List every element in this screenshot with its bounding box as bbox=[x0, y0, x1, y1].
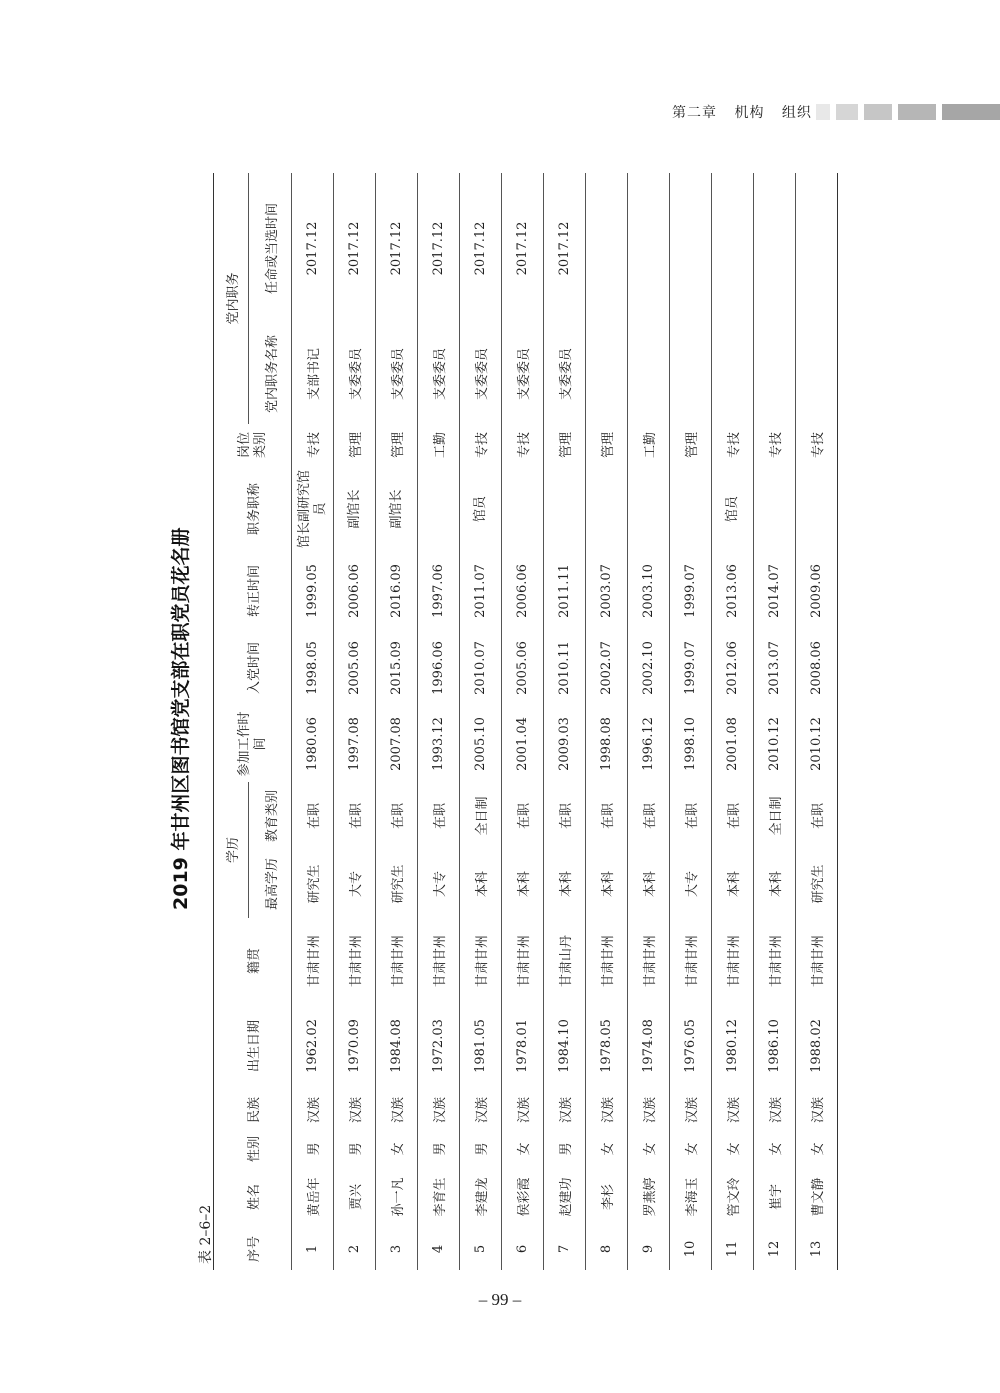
cell-appointment-time bbox=[754, 173, 796, 324]
cell-gender: 女 bbox=[811, 1142, 826, 1156]
cell-job-title bbox=[544, 466, 586, 552]
table-row bbox=[754, 173, 796, 1270]
header-job-title: 职务职称 bbox=[247, 482, 262, 535]
cell-work-start: 1996.12 bbox=[641, 717, 656, 771]
cell-appointment-time bbox=[712, 173, 754, 324]
cell-join-party: 2012.06 bbox=[725, 641, 740, 695]
cell-job-title: 副馆长 bbox=[346, 489, 362, 529]
cell-native-place: 甘肃甘州 bbox=[643, 935, 658, 988]
cell-party-position bbox=[754, 324, 796, 424]
cell-work-start: 2007.08 bbox=[389, 717, 404, 771]
table-row bbox=[712, 173, 754, 1270]
cell-ethnicity: 汉族 bbox=[685, 1097, 700, 1124]
cell-join-party: 2010.07 bbox=[473, 641, 488, 695]
cell-education-type: 在职 bbox=[349, 802, 364, 829]
cell-highest-education: 大专 bbox=[349, 871, 364, 898]
cell-native-place: 甘肃甘州 bbox=[391, 935, 406, 988]
cell-education-type: 在职 bbox=[391, 802, 406, 829]
table-row bbox=[334, 173, 376, 1270]
cell-ethnicity: 汉族 bbox=[349, 1097, 364, 1124]
cell-full-member: 1997.06 bbox=[431, 564, 446, 618]
table-row bbox=[502, 173, 544, 1270]
cell-job-title bbox=[502, 466, 544, 552]
header-ethnicity: 民族 bbox=[247, 1097, 262, 1124]
cell-post-category: 管理 bbox=[349, 431, 364, 458]
cell-full-member: 2016.09 bbox=[389, 564, 404, 618]
cell-appointment-time: 2017.12 bbox=[389, 221, 404, 276]
cell-highest-education: 本科 bbox=[769, 871, 784, 898]
cell-highest-education: 本科 bbox=[727, 871, 742, 898]
cell-post-category: 专技 bbox=[475, 431, 490, 458]
cell-highest-education: 大专 bbox=[685, 871, 700, 898]
cell-join-party: 2002.07 bbox=[599, 641, 614, 695]
cell-gender: 女 bbox=[517, 1142, 532, 1156]
cell-ethnicity: 汉族 bbox=[811, 1097, 826, 1124]
cell-name: 李海玉 bbox=[685, 1177, 700, 1217]
cell-join-party: 2005.06 bbox=[347, 641, 362, 695]
cell-work-start: 2009.03 bbox=[557, 717, 572, 771]
cell-gender: 男 bbox=[433, 1142, 448, 1156]
rotated-table-page bbox=[166, 180, 866, 1280]
cell-job-title bbox=[418, 466, 460, 552]
cell-name: 黄岳年 bbox=[307, 1177, 322, 1217]
cell-appointment-time: 2017.12 bbox=[347, 221, 362, 276]
cell-gender: 男 bbox=[307, 1142, 322, 1156]
cell-name: 崔宇 bbox=[769, 1184, 784, 1211]
cell-native-place: 甘肃甘州 bbox=[811, 935, 826, 988]
cell-appointment-time bbox=[628, 173, 670, 324]
header-name: 姓名 bbox=[247, 1184, 262, 1211]
cell-job-title: 副馆长 bbox=[388, 489, 404, 529]
header-decor-square bbox=[898, 104, 936, 120]
party-member-roster-table bbox=[213, 173, 838, 1270]
cell-highest-education: 本科 bbox=[517, 871, 532, 898]
cell-party-position bbox=[586, 324, 628, 424]
cell-appointment-time: 2017.12 bbox=[431, 221, 446, 276]
cell-birth-date: 1972.03 bbox=[431, 1019, 446, 1073]
cell-name: 李杉 bbox=[601, 1184, 616, 1211]
cell-join-party: 2008.06 bbox=[809, 641, 824, 695]
cell-ethnicity: 汉族 bbox=[391, 1097, 406, 1124]
page-number: – 99 – bbox=[478, 1290, 522, 1309]
cell-full-member: 2011.07 bbox=[473, 564, 488, 618]
cell-job-title: 馆长副研究馆员 bbox=[296, 469, 328, 548]
cell-party-position: 支委委员 bbox=[391, 347, 406, 400]
cell-full-member: 2009.06 bbox=[809, 564, 824, 618]
cell-ethnicity: 汉族 bbox=[643, 1097, 658, 1124]
cell-gender: 男 bbox=[475, 1142, 490, 1156]
cell-job-title bbox=[754, 466, 796, 552]
cell-party-position: 支委委员 bbox=[517, 347, 532, 400]
cell-appointment-time: 2017.12 bbox=[473, 221, 488, 276]
cell-party-position: 支委委员 bbox=[475, 347, 490, 400]
header-education-group: 学历 bbox=[225, 836, 241, 863]
table-row bbox=[796, 173, 838, 1270]
roster-body bbox=[292, 173, 838, 1270]
cell-education-type: 全日制 bbox=[475, 796, 490, 836]
cell-work-start: 1980.06 bbox=[305, 717, 320, 771]
cell-gender: 女 bbox=[601, 1142, 616, 1156]
cell-appointment-time: 2017.12 bbox=[515, 221, 530, 276]
cell-gender: 女 bbox=[391, 1142, 406, 1156]
cell-ethnicity: 汉族 bbox=[601, 1097, 616, 1124]
cell-native-place: 甘肃甘州 bbox=[769, 935, 784, 988]
cell-name: 贾兴 bbox=[349, 1184, 364, 1211]
cell-seq: 9 bbox=[641, 1244, 656, 1254]
cell-birth-date: 1984.10 bbox=[557, 1019, 572, 1073]
cell-gender: 女 bbox=[643, 1142, 658, 1156]
cell-full-member: 2006.06 bbox=[347, 564, 362, 618]
cell-join-party: 2013.07 bbox=[767, 641, 782, 695]
cell-ethnicity: 汉族 bbox=[517, 1097, 532, 1124]
cell-post-category: 管理 bbox=[559, 431, 574, 458]
cell-party-position: 支部书记 bbox=[307, 347, 322, 400]
cell-party-position: 支委委员 bbox=[349, 347, 364, 400]
cell-full-member: 2013.06 bbox=[725, 564, 740, 618]
cell-birth-date: 1984.08 bbox=[389, 1019, 404, 1073]
cell-join-party: 2005.06 bbox=[515, 641, 530, 695]
cell-post-category: 专技 bbox=[811, 431, 826, 458]
section-label-2: 组织 bbox=[781, 105, 812, 121]
header-decor-bar bbox=[942, 104, 1000, 120]
cell-full-member: 2003.10 bbox=[641, 564, 656, 618]
running-header bbox=[672, 102, 824, 122]
cell-birth-date: 1976.05 bbox=[683, 1019, 698, 1073]
header-seq: 序号 bbox=[247, 1236, 262, 1263]
cell-birth-date: 1974.08 bbox=[641, 1019, 656, 1073]
cell-native-place: 甘肃甘州 bbox=[433, 935, 448, 988]
cell-ethnicity: 汉族 bbox=[433, 1097, 448, 1124]
cell-job-title: 馆员 bbox=[472, 495, 488, 522]
cell-native-place: 甘肃山丹 bbox=[559, 935, 574, 988]
cell-ethnicity: 汉族 bbox=[307, 1097, 322, 1124]
cell-seq: 2 bbox=[347, 1244, 362, 1254]
cell-party-position bbox=[628, 324, 670, 424]
table-row bbox=[586, 173, 628, 1270]
cell-seq: 7 bbox=[557, 1244, 572, 1254]
cell-work-start: 1998.10 bbox=[683, 717, 698, 771]
cell-post-category: 工勤 bbox=[643, 431, 658, 458]
cell-seq: 5 bbox=[473, 1244, 488, 1254]
cell-appointment-time bbox=[586, 173, 628, 324]
cell-full-member: 2011.11 bbox=[557, 564, 572, 618]
cell-join-party: 1998.05 bbox=[305, 641, 320, 695]
table-row bbox=[418, 173, 460, 1270]
cell-full-member: 2003.07 bbox=[599, 564, 614, 618]
cell-education-type: 在职 bbox=[307, 802, 322, 829]
cell-seq: 6 bbox=[515, 1244, 530, 1254]
cell-birth-date: 1981.05 bbox=[473, 1019, 488, 1073]
cell-full-member: 2014.07 bbox=[767, 564, 782, 618]
cell-education-type: 在职 bbox=[601, 802, 616, 829]
cell-gender: 男 bbox=[559, 1142, 574, 1156]
cell-join-party: 1999.07 bbox=[683, 641, 698, 695]
cell-full-member: 2006.06 bbox=[515, 564, 530, 618]
cell-seq: 12 bbox=[767, 1240, 782, 1258]
cell-seq: 4 bbox=[431, 1244, 446, 1254]
cell-post-category: 专技 bbox=[727, 431, 742, 458]
header-join-party: 入党时间 bbox=[247, 641, 262, 694]
cell-job-title bbox=[670, 466, 712, 552]
cell-birth-date: 1970.09 bbox=[347, 1019, 362, 1073]
cell-job-title bbox=[628, 466, 670, 552]
cell-highest-education: 本科 bbox=[601, 871, 616, 898]
header-decor-square bbox=[816, 104, 830, 120]
cell-party-position: 支委委员 bbox=[433, 347, 448, 400]
table-row bbox=[376, 173, 418, 1270]
cell-join-party: 2015.09 bbox=[389, 641, 404, 695]
cell-birth-date: 1988.02 bbox=[809, 1019, 824, 1073]
cell-full-member: 1999.07 bbox=[683, 564, 698, 618]
cell-education-type: 全日制 bbox=[769, 796, 784, 836]
cell-native-place: 甘肃甘州 bbox=[601, 935, 616, 988]
cell-seq: 8 bbox=[599, 1244, 614, 1254]
table-row bbox=[628, 173, 670, 1270]
cell-highest-education: 本科 bbox=[475, 871, 490, 898]
cell-name: 李育生 bbox=[433, 1177, 448, 1217]
table-row bbox=[292, 173, 334, 1270]
cell-gender: 女 bbox=[685, 1142, 700, 1156]
cell-seq: 10 bbox=[683, 1240, 698, 1258]
table-row bbox=[544, 173, 586, 1270]
cell-native-place: 甘肃甘州 bbox=[349, 935, 364, 988]
cell-post-category: 管理 bbox=[685, 431, 700, 458]
cell-highest-education: 本科 bbox=[559, 871, 574, 898]
header-gender: 性别 bbox=[247, 1136, 262, 1163]
cell-name: 侯彩霞 bbox=[517, 1177, 532, 1217]
table-row bbox=[460, 173, 502, 1270]
header-highest-education: 最高学历 bbox=[249, 850, 292, 918]
cell-appointment-time bbox=[670, 173, 712, 324]
cell-native-place: 甘肃甘州 bbox=[685, 935, 700, 988]
cell-education-type: 在职 bbox=[433, 802, 448, 829]
cell-post-category: 专技 bbox=[307, 431, 322, 458]
cell-highest-education: 本科 bbox=[643, 871, 658, 898]
table-label: 表 2–6–2 bbox=[198, 1204, 214, 1264]
table-row bbox=[670, 173, 712, 1270]
cell-seq: 13 bbox=[809, 1240, 824, 1258]
cell-highest-education: 研究生 bbox=[307, 864, 322, 904]
cell-ethnicity: 汉族 bbox=[559, 1097, 574, 1124]
cell-work-start: 1998.08 bbox=[599, 717, 614, 771]
cell-post-category: 管理 bbox=[601, 431, 616, 458]
cell-name: 李建龙 bbox=[475, 1177, 490, 1217]
cell-birth-date: 1978.05 bbox=[599, 1019, 614, 1073]
cell-work-start: 2001.04 bbox=[515, 717, 530, 771]
cell-seq: 3 bbox=[389, 1244, 404, 1254]
header-birth-date: 出生日期 bbox=[247, 1020, 262, 1073]
cell-name: 赵建功 bbox=[559, 1177, 574, 1217]
header-party-group: 党内职务 bbox=[225, 272, 241, 325]
cell-party-position bbox=[712, 324, 754, 424]
header-decor-square bbox=[864, 104, 892, 120]
header-appointment-time: 任命或当选时间 bbox=[249, 173, 292, 324]
cell-education-type: 在职 bbox=[727, 802, 742, 829]
cell-party-position bbox=[670, 324, 712, 424]
cell-name: 孙一凡 bbox=[391, 1177, 406, 1217]
header-education-type: 教育类别 bbox=[249, 782, 292, 850]
cell-work-start: 1993.12 bbox=[431, 717, 446, 771]
cell-name: 管文玲 bbox=[727, 1177, 742, 1217]
cell-work-start: 2010.12 bbox=[767, 717, 782, 771]
cell-job-title: 馆员 bbox=[724, 495, 740, 522]
section-label-1: 机构 bbox=[734, 105, 765, 121]
cell-education-type: 在职 bbox=[811, 802, 826, 829]
cell-seq: 1 bbox=[305, 1244, 320, 1254]
header-decor-square bbox=[836, 104, 858, 120]
cell-party-position: 支委委员 bbox=[559, 347, 574, 400]
cell-highest-education: 研究生 bbox=[391, 864, 406, 904]
cell-native-place: 甘肃甘州 bbox=[517, 935, 532, 988]
cell-full-member: 1999.05 bbox=[305, 564, 320, 618]
cell-post-category: 专技 bbox=[769, 431, 784, 458]
cell-seq: 11 bbox=[725, 1240, 740, 1258]
document-title: 2019 年甘州区图书馆党支部在职党员花名册 bbox=[170, 527, 192, 910]
cell-native-place: 甘肃甘州 bbox=[307, 935, 322, 988]
cell-work-start: 2005.10 bbox=[473, 717, 488, 771]
header-full-member: 转正时间 bbox=[247, 564, 262, 617]
cell-highest-education: 研究生 bbox=[811, 864, 826, 904]
cell-party-position bbox=[796, 324, 838, 424]
cell-native-place: 甘肃甘州 bbox=[475, 935, 490, 988]
cell-ethnicity: 汉族 bbox=[475, 1097, 490, 1124]
header-work-start: 参加工作时间 bbox=[236, 711, 268, 777]
cell-work-start: 2001.08 bbox=[725, 717, 740, 771]
cell-gender: 女 bbox=[769, 1142, 784, 1156]
cell-post-category: 管理 bbox=[391, 431, 406, 458]
cell-gender: 男 bbox=[349, 1142, 364, 1156]
cell-join-party: 1996.06 bbox=[431, 641, 446, 695]
cell-job-title bbox=[586, 466, 628, 552]
cell-work-start: 1997.08 bbox=[347, 717, 362, 771]
cell-gender: 女 bbox=[727, 1142, 742, 1156]
cell-post-category: 工勤 bbox=[433, 431, 448, 458]
cell-birth-date: 1986.10 bbox=[767, 1019, 782, 1073]
cell-job-title bbox=[796, 466, 838, 552]
cell-education-type: 在职 bbox=[643, 802, 658, 829]
cell-highest-education: 大专 bbox=[433, 871, 448, 898]
cell-appointment-time: 2017.12 bbox=[557, 221, 572, 276]
cell-education-type: 在职 bbox=[517, 802, 532, 829]
cell-ethnicity: 汉族 bbox=[769, 1097, 784, 1124]
header-party-position: 党内职务名称 bbox=[249, 324, 292, 424]
cell-ethnicity: 汉族 bbox=[727, 1097, 742, 1124]
cell-education-type: 在职 bbox=[685, 802, 700, 829]
cell-appointment-time bbox=[796, 173, 838, 324]
cell-post-category: 专技 bbox=[517, 431, 532, 458]
cell-join-party: 2002.10 bbox=[641, 641, 656, 695]
header-post-category: 岗位类别 bbox=[236, 431, 268, 458]
chapter-label: 第二章 bbox=[672, 105, 717, 121]
cell-birth-date: 1980.12 bbox=[725, 1019, 740, 1073]
cell-native-place: 甘肃甘州 bbox=[727, 935, 742, 988]
cell-education-type: 在职 bbox=[559, 802, 574, 829]
cell-name: 罗燕婷 bbox=[643, 1177, 658, 1217]
cell-birth-date: 1962.02 bbox=[305, 1019, 320, 1073]
cell-join-party: 2010.11 bbox=[557, 641, 572, 695]
cell-birth-date: 1978.01 bbox=[515, 1019, 530, 1073]
cell-name: 曹文静 bbox=[811, 1177, 826, 1217]
cell-work-start: 2010.12 bbox=[809, 717, 824, 771]
cell-appointment-time: 2017.12 bbox=[305, 221, 320, 276]
header-native-place: 籍贯 bbox=[247, 948, 262, 975]
